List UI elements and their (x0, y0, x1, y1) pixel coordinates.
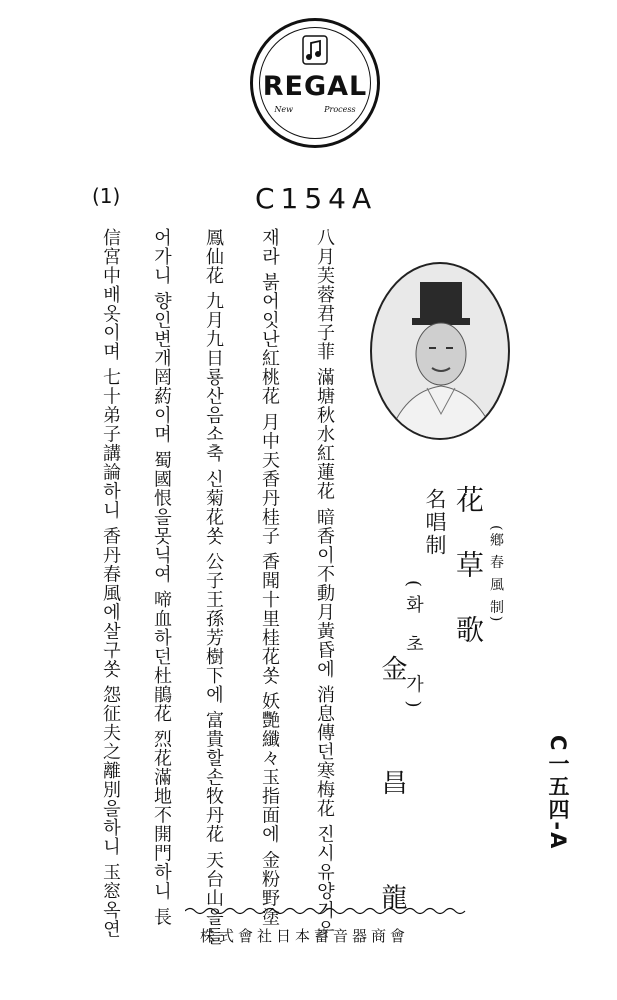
lyric-column-3: 鳳仙花 九月九日룡산음소축 신菊花쏫 公子王孫芳樹下에 富貴할손牧丹花 天台山을들 (203, 228, 224, 946)
singer-portrait (370, 262, 510, 440)
regal-logo (250, 18, 380, 148)
logo-brand: REGAL (262, 71, 368, 102)
side-label: C一五四-A (546, 735, 570, 851)
logo-sub-left: New (274, 105, 294, 114)
lyric-column-1: 八月芙蓉君子菲 滿塘秋水紅蓮花 暗香이不動月黃昏에 消息傳던寒梅花 진시유양거우 (314, 228, 335, 939)
singer-name: 金 昌 龍 (377, 655, 407, 950)
portrait-figure (372, 264, 510, 440)
catalog-code: C154A (255, 182, 378, 215)
record-number: (1) (92, 184, 121, 208)
logo-sub-right: Process (324, 105, 356, 114)
subtitle-hangul: (화 초 가) (403, 580, 424, 716)
subtitle-hanja: (鄕 春 風 制) (488, 525, 504, 624)
footer-company: 株式會社日本蓄音器商會 (200, 927, 410, 945)
wavy-divider (185, 906, 470, 916)
logo-subtext (253, 105, 377, 114)
music-note-icon (302, 35, 328, 65)
lyric-column-2: 재라 붉어잇난紅桃花 月中天香丹桂子 香聞十里桂花쏫 妖艷纖々玉指面에 金粉野塗 (259, 228, 280, 927)
song-title: 花 草 歌 (452, 485, 485, 657)
title-label: 名唱制 (423, 488, 447, 557)
lyric-column-5: 信宮中배옷이며 七十弟子講論하니 香丹春風에살구쏫 怨征夫之離別을하니 玉窓옥연 (100, 228, 121, 939)
lyric-column-4: 어가니 향인변개罔葯이며 蜀國恨을못닉여 啼血하던杜鵑花 烈花滿地不開門하니 長 (151, 228, 172, 927)
